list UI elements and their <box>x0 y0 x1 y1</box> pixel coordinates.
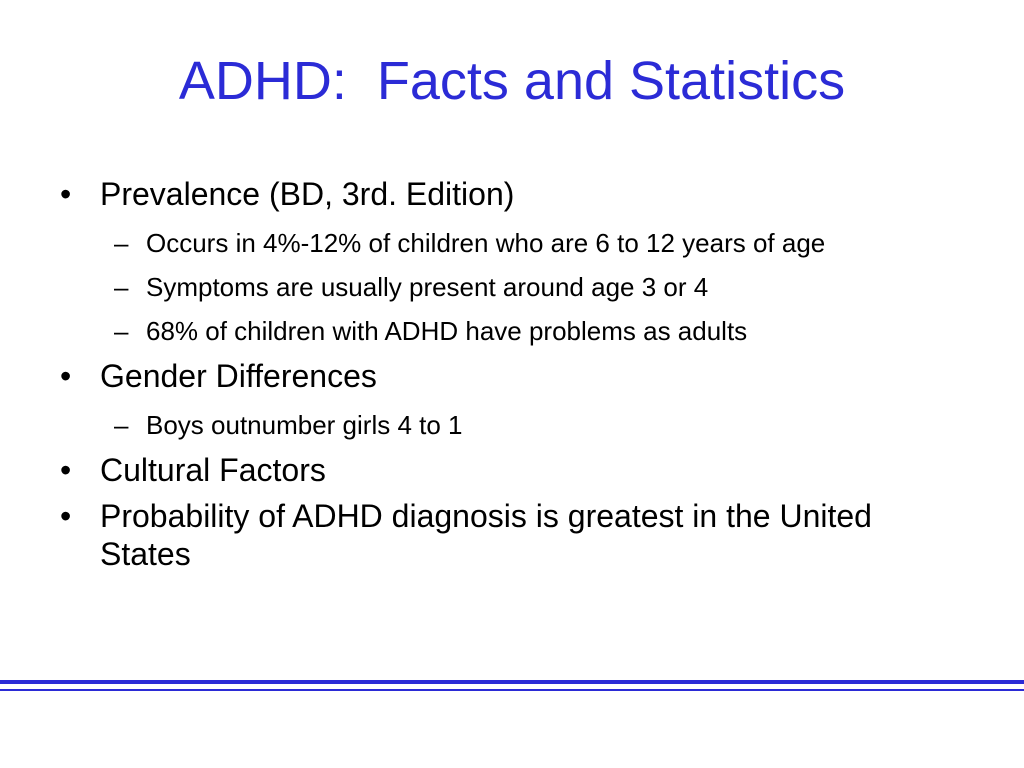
bullet-marker: • <box>60 452 72 488</box>
bullet-prevalence <box>60 175 960 213</box>
sub-bullet-marker: – <box>114 410 129 440</box>
sub-bullet-text: Symptoms are usually present around age 3 or 4 <box>146 272 709 302</box>
bullet-marker: • <box>60 176 72 212</box>
bullet-cultural-factors <box>60 451 960 489</box>
footer-rule-thin <box>0 689 1024 691</box>
sub-bullet-text: Occurs in 4%-12% of children who are 6 to 12 years of age <box>146 228 826 258</box>
sub-bullet-marker: – <box>114 228 129 258</box>
sub-bullet-text: 68% of children with ADHD have problems as adults <box>146 316 748 346</box>
bullet-text: Prevalence (BD, 3rd. Edition) <box>100 176 515 212</box>
sub-bullet-text: Boys outnumber girls 4 to 1 <box>146 410 463 440</box>
bullet-gender-differences <box>60 357 960 395</box>
sub-bullet <box>60 403 960 447</box>
bullet-text: Gender Differences <box>100 358 377 394</box>
sub-list-prevalence <box>60 221 960 353</box>
footer-rule-thick <box>0 680 1024 684</box>
bullet-probability <box>60 497 960 573</box>
sub-bullet <box>60 309 960 353</box>
bullet-marker: • <box>60 358 72 394</box>
sub-bullet-marker: – <box>114 316 129 346</box>
sub-bullet <box>60 265 960 309</box>
slide-content <box>60 175 960 581</box>
bullet-text: Probability of ADHD diagnosis is greatest in the United States <box>100 498 872 572</box>
bullet-marker: • <box>60 498 72 534</box>
bullet-text: Cultural Factors <box>100 452 326 488</box>
slide-title: ADHD: Facts and Statistics <box>178 51 846 111</box>
sub-list-gender <box>60 403 960 447</box>
sub-bullet <box>60 221 946 265</box>
sub-bullet-marker: – <box>114 272 129 302</box>
